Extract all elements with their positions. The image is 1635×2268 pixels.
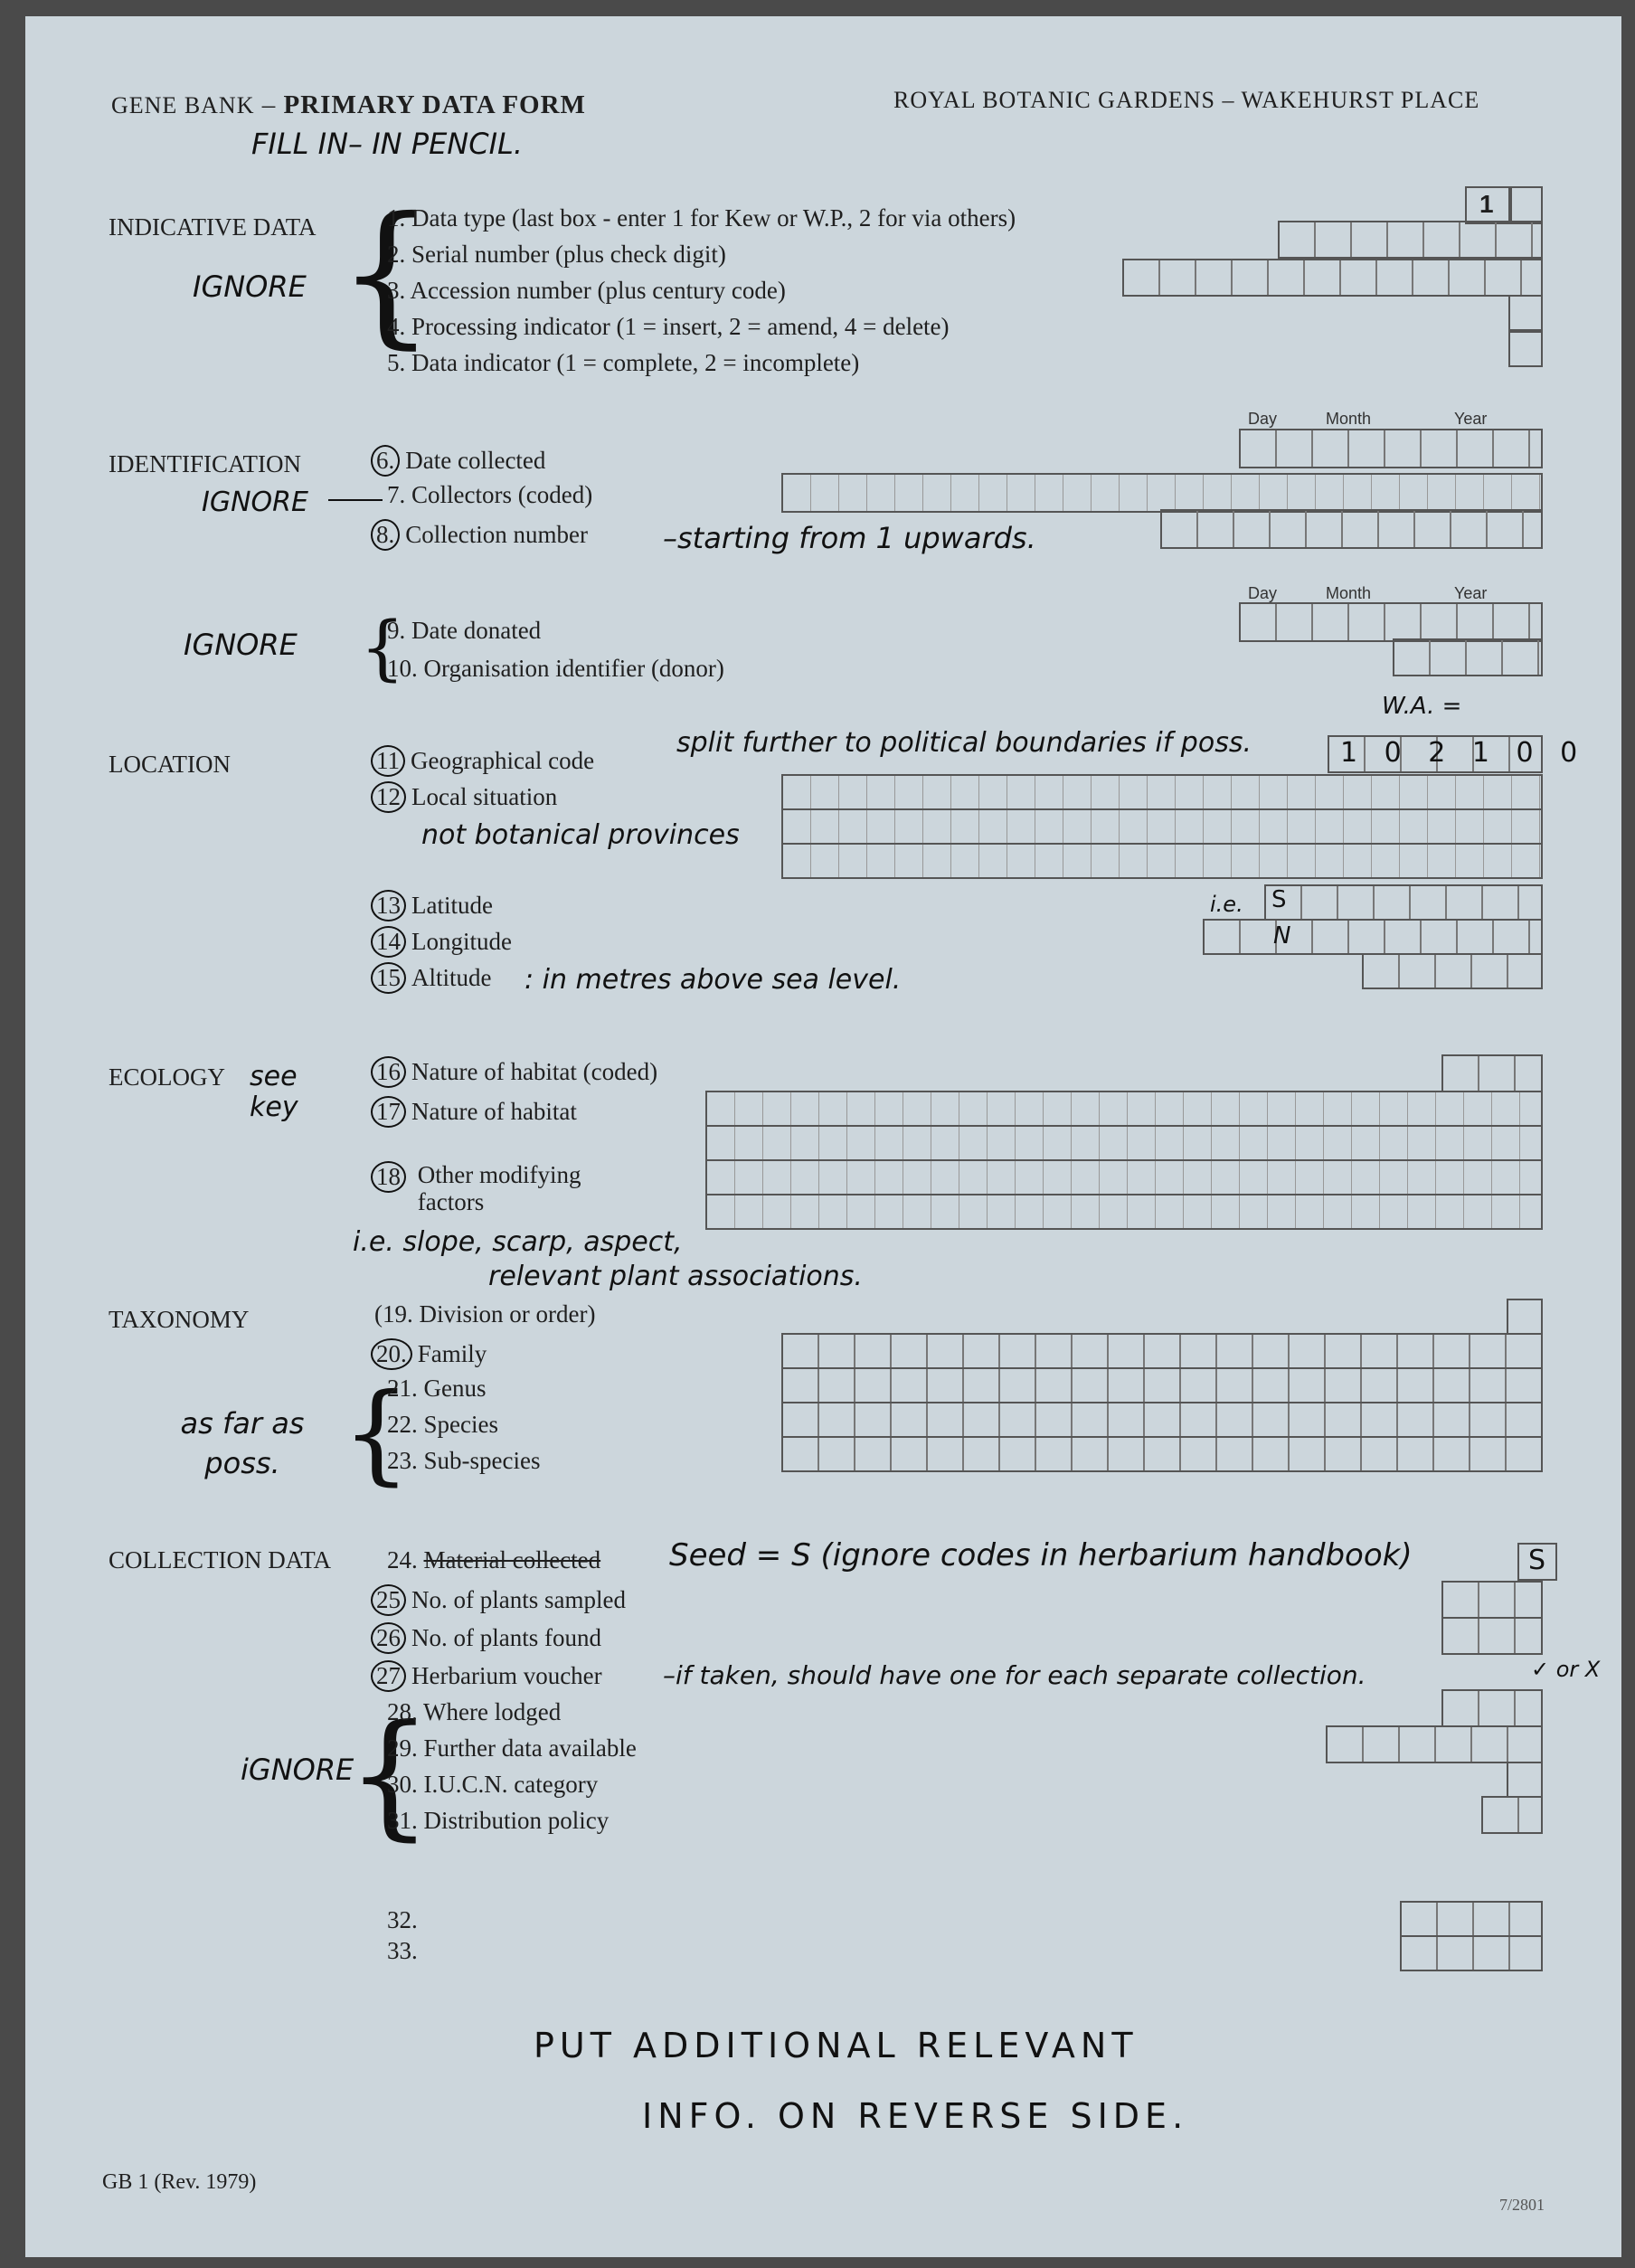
handwritten-footer-line-1: PUT ADDITIONAL RELEVANT xyxy=(534,2026,1139,2065)
brace-icon: { xyxy=(346,1696,433,1854)
handwritten-footer-line-2: INFO. ON REVERSE SIDE. xyxy=(642,2096,1189,2136)
field-16-number: 16 xyxy=(371,1056,406,1088)
section-location: LOCATION xyxy=(109,751,231,778)
field-33-label: 33. xyxy=(387,1937,418,1964)
field-18-label xyxy=(371,1161,581,1216)
field-12-text: Local situation xyxy=(411,783,558,810)
field-13-text: Latitude xyxy=(411,892,493,919)
field-17-label xyxy=(371,1096,577,1128)
subspecies-boxes[interactable] xyxy=(781,1436,1543,1472)
field-30-label: 30. I.U.C.N. category xyxy=(387,1771,599,1798)
brace-icon: { xyxy=(360,608,405,689)
handwritten-see-key: see key xyxy=(250,1061,298,1123)
handwritten-voucher-note: –if taken, should have one for each separate collection. xyxy=(663,1660,1366,1690)
field-4-label: 4. Processing indicator (1 = insert, 2 = amend, 4 = delete) xyxy=(387,313,950,340)
handwritten-botanical-note: not botanical provinces xyxy=(421,819,740,851)
data-type-value: 1 xyxy=(1479,190,1494,218)
field-6-text: Date collected xyxy=(405,447,546,474)
field-24-number: 24. xyxy=(387,1546,418,1573)
collection-number-boxes[interactable] xyxy=(1160,509,1543,549)
dash-line xyxy=(328,499,383,501)
brace-icon: { xyxy=(337,184,436,364)
field-24-label xyxy=(387,1546,600,1574)
gene-bank-label: GENE BANK xyxy=(111,92,255,118)
handwritten-plant-assoc-note: relevant plant associations. xyxy=(488,1261,863,1292)
section-taxonomy: TAXONOMY xyxy=(109,1306,250,1333)
day-label: Day xyxy=(1248,410,1278,428)
field-29-label: 29. Further data available xyxy=(387,1734,637,1762)
accession-number-boxes[interactable] xyxy=(1122,259,1543,297)
latitude-hemisphere: S xyxy=(1271,886,1287,913)
field-6-label xyxy=(371,445,545,477)
handwritten-altitude-note: : in metres above sea level. xyxy=(525,964,902,996)
field-20-text: Family xyxy=(417,1340,487,1367)
serial-number-boxes[interactable] xyxy=(1278,221,1543,259)
field-14-label xyxy=(371,926,512,958)
field-8-text: Collection number xyxy=(405,521,588,548)
field-32-boxes[interactable] xyxy=(1400,1901,1543,1937)
field-7-label: 7. Collectors (coded) xyxy=(387,481,593,508)
altitude-boxes[interactable] xyxy=(1362,953,1543,989)
handwritten-ignore: IGNORE xyxy=(202,487,308,518)
field-11-label xyxy=(371,745,594,777)
habitat-boxes-4[interactable] xyxy=(705,1194,1543,1230)
field-14-number: 14 xyxy=(371,926,406,958)
field-32-label: 32. xyxy=(387,1906,418,1933)
field-16-text: Nature of habitat (coded) xyxy=(411,1058,658,1085)
latitude-boxes[interactable] xyxy=(1264,884,1543,921)
handwritten-ignore: IGNORE xyxy=(193,269,307,304)
field-11-number: 11 xyxy=(371,745,405,777)
field-12-number: 12 xyxy=(371,781,406,813)
field-27-number: 27 xyxy=(371,1660,406,1692)
handwritten-wa-note: W.A. = xyxy=(1382,693,1462,720)
handwritten-geo-note: split further to political boundaries if poss. xyxy=(676,727,1252,759)
field-15-number: 15 xyxy=(371,962,406,994)
field-25-number: 25 xyxy=(371,1584,406,1616)
section-collection-data: COLLECTION DATA xyxy=(109,1546,332,1573)
field-8-number: 8. xyxy=(371,519,400,551)
field-26-number: 26 xyxy=(371,1622,406,1654)
field-12-label xyxy=(371,781,557,813)
distribution-policy-boxes[interactable] xyxy=(1481,1796,1543,1834)
collectors-boxes[interactable] xyxy=(781,473,1543,513)
data-type-box-2[interactable] xyxy=(1508,186,1543,224)
field-24-text: Material collected xyxy=(423,1546,601,1573)
data-indicator-box[interactable] xyxy=(1508,331,1543,367)
habitat-boxes-1[interactable] xyxy=(705,1091,1543,1127)
further-data-boxes[interactable] xyxy=(1326,1725,1543,1763)
month-label: Month xyxy=(1326,584,1372,602)
date-collected-boxes[interactable] xyxy=(1239,429,1543,468)
division-box[interactable] xyxy=(1507,1299,1543,1335)
family-boxes[interactable] xyxy=(781,1333,1543,1369)
local-situation-boxes-2[interactable] xyxy=(781,808,1543,845)
handwritten-as-far: as far as poss. xyxy=(180,1406,305,1480)
field-17-text: Nature of habitat xyxy=(411,1098,577,1125)
year-label: Year xyxy=(1454,584,1488,602)
form-page xyxy=(25,16,1621,2257)
field-25-text: No. of plants sampled xyxy=(411,1586,626,1613)
field-33-boxes[interactable] xyxy=(1400,1935,1543,1971)
field-8-label xyxy=(371,519,588,551)
data-type-box[interactable] xyxy=(1465,186,1512,224)
geographical-code-boxes[interactable] xyxy=(1328,735,1587,773)
field-21-label: 21. Genus xyxy=(387,1375,487,1402)
geo-code-value: 1 0 2 1 0 0 xyxy=(1340,737,1587,769)
form-code: GB 1 (Rev. 1979) xyxy=(102,2170,257,2194)
handwritten-ignore: IGNORE xyxy=(184,628,298,662)
field-13-label xyxy=(371,890,493,921)
plants-found-boxes[interactable] xyxy=(1441,1617,1543,1655)
habitat-code-boxes[interactable] xyxy=(1441,1054,1543,1092)
form-title xyxy=(111,90,586,120)
field-20-label xyxy=(371,1338,487,1370)
date-donated-boxes[interactable] xyxy=(1239,602,1543,642)
field-17-number: 17 xyxy=(371,1096,406,1128)
section-indicative-data: INDICATIVE DATA xyxy=(109,213,317,241)
day-label: Day xyxy=(1248,584,1278,602)
habitat-boxes-2[interactable] xyxy=(705,1125,1543,1161)
section-identification: IDENTIFICATION xyxy=(109,450,301,477)
field-3-label: 3. Accession number (plus century code) xyxy=(387,277,786,304)
field-5-label: 5. Data indicator (1 = complete, 2 = incomplete) xyxy=(387,349,860,376)
field-22-label: 22. Species xyxy=(387,1411,498,1438)
field-27-label xyxy=(371,1660,602,1692)
field-26-label xyxy=(371,1622,601,1654)
field-27-text: Herbarium voucher xyxy=(411,1662,602,1689)
section-ecology: ECOLOGY xyxy=(109,1063,225,1091)
where-lodged-boxes[interactable] xyxy=(1441,1689,1543,1727)
field-18-number: 18 xyxy=(371,1161,406,1193)
longitude-boxes[interactable] xyxy=(1203,919,1543,955)
field-6-number: 6. xyxy=(371,445,400,477)
handwritten-ie: i.e. xyxy=(1210,892,1243,917)
field-26-text: No. of plants found xyxy=(411,1624,601,1651)
iucn-category-box[interactable] xyxy=(1507,1762,1543,1798)
local-situation-boxes-1[interactable] xyxy=(781,774,1543,810)
institution-name: ROYAL BOTANIC GARDENS – WAKEHURST PLACE xyxy=(893,87,1480,113)
processing-indicator-box[interactable] xyxy=(1508,295,1543,331)
habitat-boxes-3[interactable] xyxy=(705,1159,1543,1195)
field-13-number: 13 xyxy=(371,890,406,921)
field-11-text: Geographical code xyxy=(411,747,595,774)
field-18-text-1: Other modifying xyxy=(417,1161,581,1188)
field-15-text: Altitude xyxy=(411,964,492,991)
field-10-label: 10. Organisation identifier (donor) xyxy=(387,655,724,682)
field-9-label: 9. Date donated xyxy=(387,617,542,644)
field-2-label: 2. Serial number (plus check digit) xyxy=(387,241,726,268)
field-28-label: 28. Where lodged xyxy=(387,1698,562,1725)
brace-icon: { xyxy=(342,1371,411,1497)
species-boxes[interactable] xyxy=(781,1402,1543,1438)
field-14-text: Longitude xyxy=(411,928,512,955)
local-situation-boxes-3[interactable] xyxy=(781,843,1543,879)
material-collected-value: S xyxy=(1528,1545,1546,1576)
longitude-hemisphere: N xyxy=(1273,922,1291,950)
year-label: Year xyxy=(1454,410,1488,428)
field-31-label: 31. Distribution policy xyxy=(387,1807,610,1834)
field-19-label: (19. Division or order) xyxy=(374,1300,596,1328)
material-collected-box[interactable] xyxy=(1517,1543,1557,1581)
print-code: 7/2801 xyxy=(1499,2196,1545,2214)
field-18-text-2: factors xyxy=(417,1188,485,1215)
handwritten-pencil-note: FILL IN– IN PENCIL. xyxy=(251,127,523,161)
handwritten-seed-note: Seed = S (ignore codes in herbarium handbook) xyxy=(669,1537,1413,1573)
donor-identifier-boxes[interactable] xyxy=(1393,638,1543,676)
field-1-label: 1. Data type (last box - enter 1 for Kew or W.P., 2 for via others) xyxy=(387,204,1016,232)
field-20-number: 20. xyxy=(371,1338,412,1370)
primary-data-form-label: PRIMARY DATA FORM xyxy=(283,90,586,119)
handwritten-slope-note: i.e. slope, scarp, aspect, xyxy=(353,1226,683,1258)
month-label: Month xyxy=(1326,410,1372,428)
genus-boxes[interactable] xyxy=(781,1367,1543,1403)
field-25-label xyxy=(371,1584,626,1616)
field-16-label xyxy=(371,1056,657,1088)
title-dash: – xyxy=(261,90,277,119)
field-15-label xyxy=(371,962,492,994)
handwritten-tick-note: ✓ or X xyxy=(1531,1657,1601,1682)
plants-sampled-boxes[interactable] xyxy=(1441,1581,1543,1619)
field-23-label: 23. Sub-species xyxy=(387,1447,541,1474)
handwritten-ignore: iGNORE xyxy=(241,1753,354,1787)
handwritten-collection-note: –starting from 1 upwards. xyxy=(663,521,1036,555)
